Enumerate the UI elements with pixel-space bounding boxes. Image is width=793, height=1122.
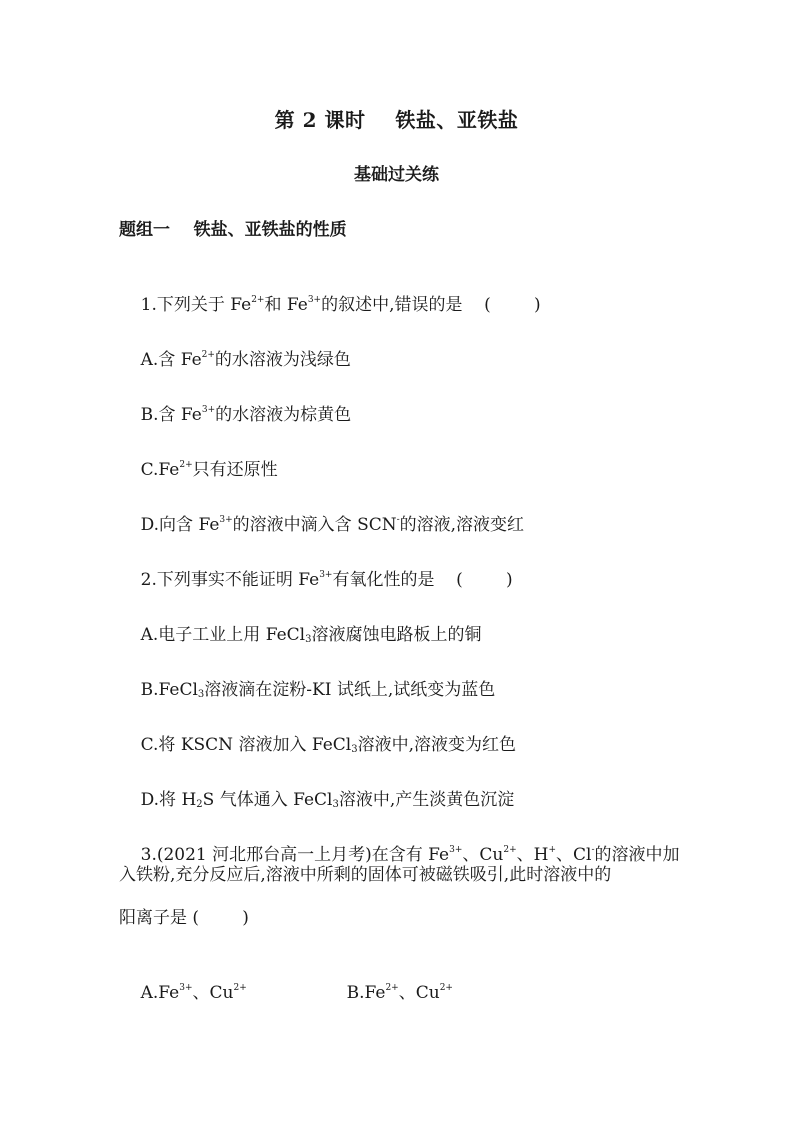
question-3-option-a: $A.Fe^{3+}$、$Cu^{2+}$ bbox=[140, 983, 247, 1003]
question-3-option-b: $B.Fe^{2+}$、$Cu^{2+}$ bbox=[346, 983, 453, 1003]
question-3-stem-line-3: 阳离子是 ( ) bbox=[119, 908, 249, 928]
question-3-stem-line-2: 入铁粉,充分反应后,溶液中所剩的固体可被磁铁吸引,此时溶液中的 bbox=[119, 865, 612, 885]
question-1-option-a: A.含 $Fe^{2+}$的水溶液为浅绿色 bbox=[140, 350, 351, 370]
lesson-title: 第 2 课时 铁盐、亚铁盐 bbox=[274, 108, 519, 132]
question-1-option-d: D.向含 $Fe^{3+}$的溶液中滴入含 SCN-的溶液,溶液变红 bbox=[140, 515, 525, 535]
question-1-option-c: $C.Fe^{2+}$只有还原性 bbox=[140, 460, 278, 480]
question-2-stem: 2.下列事实不能证明 $Fe^{3+}$有氧化性的是 ( ) bbox=[140, 570, 513, 590]
question-2-option-c: C.将 KSCN 溶液加入 FeCl$_3$溶液中,溶液变为红色 bbox=[140, 735, 517, 755]
question-3-stem-line-1: 3.(2021 河北邢台高一上月考)在含有 $Fe^{3+}$、$Cu^{2+}$、H+、Cl-的溶液中加 bbox=[140, 845, 680, 865]
question-1-option-b: B.含 $Fe^{3+}$的水溶液为棕黄色 bbox=[140, 405, 352, 425]
question-1-stem: 1.下列关于 $Fe^{2+}$和 $Fe^{3+}$的叙述中,错误的是 ( ) bbox=[140, 295, 541, 315]
topic-heading: 题组一 铁盐、亚铁盐的性质 bbox=[119, 220, 347, 240]
section-subtitle: 基础过关练 bbox=[354, 165, 439, 185]
question-2-option-d: D.将 $H_2S$ 气体通入 FeCl$_3$溶液中,产生淡黄色沉淀 bbox=[140, 790, 515, 810]
question-2-option-a: A.电子工业上用 FeCl$_3$溶液腐蚀电路板上的铜 bbox=[140, 625, 482, 645]
question-2-option-b: B.FeCl$_3$溶液滴在淀粉-KI 试纸上,试纸变为蓝色 bbox=[140, 680, 496, 700]
